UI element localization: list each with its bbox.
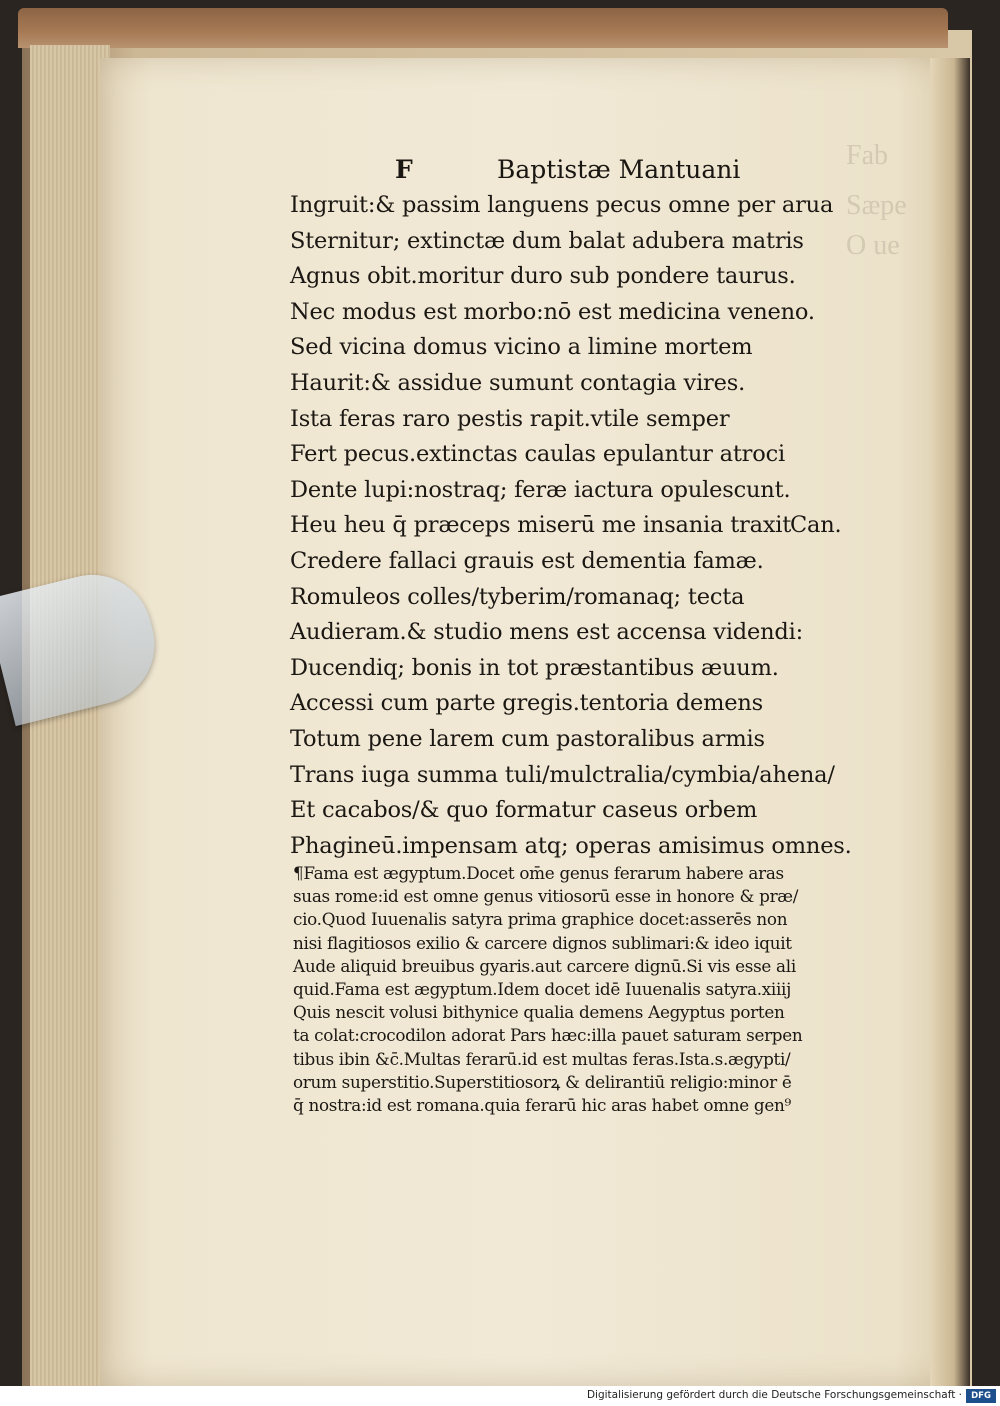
- footer: [0, 1386, 1000, 1406]
- commentary-line: q̄ nostra:id est romana.quia ferarū hic aras habet omne gen⁹: [293, 1094, 791, 1115]
- verse-line: Fert pecus.extinctas caulas epulantur atroci: [290, 441, 785, 468]
- verse-line: Agnus obit.moritur duro sub pondere taurus.: [290, 263, 796, 290]
- commentary-line: quid.Fama est ægyptum.Idem docet idē Iuuenalis satyra.xiiij: [293, 978, 792, 999]
- verse-line: Credere fallaci grauis est dementia famæ.: [290, 547, 764, 574]
- verse-line-with-speaker: [290, 508, 910, 544]
- verse-line: Accessi cum parte gregis.tentoria demens: [290, 690, 764, 717]
- verse-line: Et cacabos/& quo formatur caseus orbem: [290, 797, 758, 824]
- show-through-text: Sæpe: [846, 190, 907, 221]
- verse-line: Audieram.& studio mens est accensa videndi:: [290, 619, 803, 646]
- show-through-text: O ue: [846, 230, 900, 261]
- signature-mark: F: [395, 155, 413, 184]
- gutter: [930, 58, 970, 1386]
- verse-line: Ingruit:& passim languens pecus omne per arua: [290, 192, 834, 218]
- funding-notice: Digitalisierung gefördert durch die Deutsche Forschungsgemeinschaft ·: [586, 1389, 962, 1401]
- verse-line: Romuleos colles/tyberim/romanaq; tecta: [290, 583, 745, 610]
- commentary-block: [293, 862, 853, 1117]
- commentary-line: tibus ibin &c̄.Multas ferarū.id est multas feras.Ista.s.ægypti/: [293, 1048, 791, 1069]
- commentary-line: Aude aliquid breuibus gyaris.aut carcere dignū.Si vis esse ali: [293, 955, 796, 976]
- commentary-line: Quis nescit volusi bithynice qualia demens Aegyptus porten: [293, 1002, 785, 1023]
- show-through-text: Fab: [846, 140, 888, 171]
- commentary-line: ta colat:crocodilon adorat Pars hæc:illa pauet saturam serpen: [293, 1025, 803, 1046]
- verse-line: Nec modus est morbo:nō est medicina veneno.: [290, 298, 815, 325]
- dfg-logo: DFG: [966, 1389, 996, 1403]
- verse-block: [290, 188, 910, 864]
- commentary-line: cio.Quod Iuuenalis satyra prima graphice docet:asserēs non: [293, 909, 788, 930]
- verse-line: Haurit:& assidue sumunt contagia vires.: [290, 369, 746, 396]
- verse-line: Ista feras raro pestis rapit.vtile semper: [290, 405, 730, 432]
- commentary-line: nisi flagitiosos exilio & carcere dignos sublimari:& ideo iquit: [293, 932, 792, 953]
- commentary-line: orum superstitio.Superstitiosorꝝ & delirantiū religio:minor ē: [293, 1071, 792, 1092]
- verse-line: Trans iuga summa tuli/mulctralia/cymbia/ahena/: [290, 761, 835, 788]
- book-top-edge: [18, 8, 948, 48]
- verse-line: Phagineū.impensam atq; operas amisimus omnes.: [290, 832, 852, 859]
- verse-line: Sed vicina domus vicino a limine mortem: [290, 334, 753, 361]
- verse-line: Sternitur; extinctæ dum balat adubera matris: [290, 227, 804, 254]
- commentary-line: ¶Fama est ægyptum.Docet om̄e genus ferarum habere aras: [293, 863, 784, 883]
- verse-line: Heu heu q̄ præceps miserū me insania traxit: [290, 512, 792, 539]
- verse-line: Ducendiq; bonis in tot præstantibus æuum.: [290, 654, 779, 681]
- verse-line: Dente lupi:nostraq; feræ iactura opulescunt.: [290, 476, 791, 503]
- commentary-line: suas rome:id est omne genus vitiosorū esse in honore & præ/: [293, 886, 799, 907]
- speaker-label: Can.: [790, 512, 842, 539]
- running-title: Baptistæ Mantuani: [497, 155, 741, 184]
- verse-line: Totum pene larem cum pastoralibus armis: [290, 725, 765, 752]
